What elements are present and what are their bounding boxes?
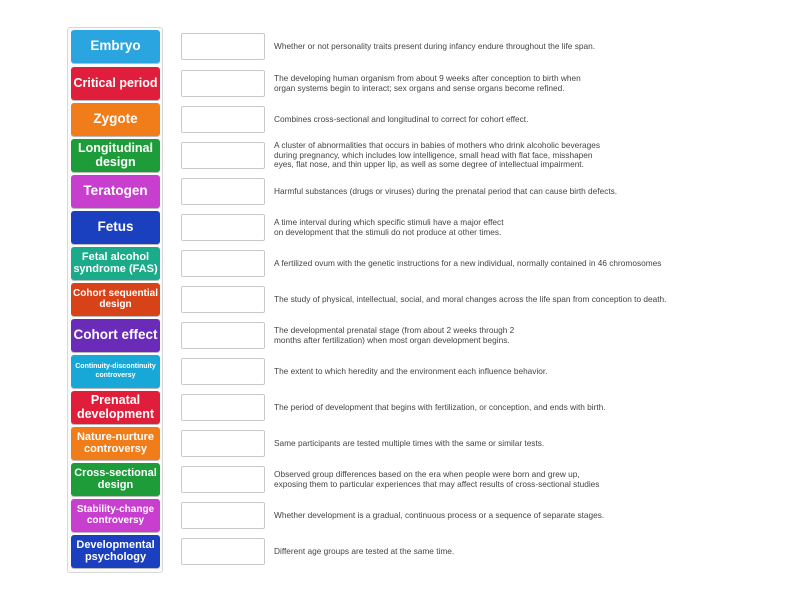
definition-text: Whether or not personality traits present during infancy endure throughout the life span. — [274, 40, 596, 51]
definition-text: Combines cross-sectional and longitudinal to correct for cohort effect. — [274, 113, 529, 124]
term-label: Nature-nurture controversy — [76, 430, 154, 455]
drop-slot[interactable] — [181, 322, 265, 349]
definition-text: A time interval during which specific stimuli have a major effect on development that the stimuli do not produce at other times. — [274, 216, 504, 237]
drop-slot[interactable] — [181, 430, 265, 457]
drop-slot[interactable] — [181, 502, 265, 529]
term-tile[interactable] — [71, 175, 160, 208]
term-label: Continuity-discontinuity controversy — [75, 363, 156, 379]
term-label: Cross-sectional design — [74, 466, 157, 491]
term-label: Fetal alcohol syndrome (FAS) — [73, 250, 158, 275]
term-tile[interactable] — [71, 103, 160, 136]
term-label: Embryo — [90, 38, 141, 54]
term-tile[interactable] — [71, 427, 160, 460]
term-tile[interactable] — [71, 499, 160, 532]
term-tile[interactable] — [71, 463, 160, 496]
definition-text: Different age groups are tested at the same time. — [274, 545, 455, 556]
term-label: Developmental psychology — [76, 538, 155, 563]
term-label: Stability-change controversy — [76, 504, 155, 526]
definition-text: Same participants are tested multiple times with the same or similar tests. — [274, 437, 545, 448]
term-tile[interactable] — [71, 355, 160, 388]
term-label: Cohort effect — [73, 327, 158, 343]
term-tile[interactable] — [71, 319, 160, 352]
drop-slot[interactable] — [181, 33, 265, 60]
term-label: Zygote — [93, 111, 138, 127]
definition-text: Observed group differences based on the era when people were born and grew up, exposing them to particular experiences that may affect results of cross-sectional studies — [274, 468, 600, 489]
drop-slot[interactable] — [181, 178, 265, 205]
term-label: Prenatal development — [76, 393, 155, 421]
definition-text: Harmful substances (drugs or viruses) during the prenatal period that can cause birth defects. — [274, 185, 618, 196]
definition-text: A fertilized ovum with the genetic instructions for a new individual, normally contained in 46 chromosomes — [274, 257, 662, 268]
term-tile[interactable] — [71, 211, 160, 244]
definition-text: The developing human organism from about 9 weeks after conception to birth when organ systems begin to interact; sex organs and sense organs become refined. — [274, 72, 581, 93]
term-label: Longitudinal design — [78, 141, 153, 169]
term-label: Teratogen — [83, 183, 148, 199]
definition-text: A cluster of abnormalities that occurs in babies of mothers who drink alcoholic beverages during pregnancy, which includes low intelligence, small head with flat face, misshapen eyes, flat nose, and thin upper lip, as well as some degree of intellectual impairment. — [274, 140, 601, 170]
drop-slot[interactable] — [181, 70, 265, 97]
drop-slot[interactable] — [181, 358, 265, 385]
term-label: Cohort sequential design — [73, 288, 159, 310]
drop-slot[interactable] — [181, 214, 265, 241]
term-label: Critical period — [73, 75, 158, 90]
definition-text: Whether development is a gradual, continuous process or a sequence of separate stages. — [274, 509, 605, 520]
definition-text: The period of development that begins with fertilization, or conception, and ends with birth. — [274, 401, 606, 412]
drop-slot[interactable] — [181, 250, 265, 277]
term-tile[interactable] — [71, 535, 160, 568]
definition-text: The developmental prenatal stage (from about 2 weeks through 2 months after fertilization) when most organ development begins. — [274, 324, 515, 345]
drop-slot[interactable] — [181, 106, 265, 133]
drop-slot[interactable] — [181, 538, 265, 565]
term-tile[interactable] — [71, 283, 160, 316]
drop-slot[interactable] — [181, 394, 265, 421]
term-tile[interactable] — [71, 391, 160, 424]
term-tile[interactable] — [71, 67, 160, 100]
term-label: Fetus — [97, 219, 134, 235]
drop-slot[interactable] — [181, 466, 265, 493]
drop-slot[interactable] — [181, 286, 265, 313]
term-tile[interactable] — [71, 30, 160, 63]
definition-text: The extent to which heredity and the environment each influence behavior. — [274, 365, 548, 376]
drop-slot[interactable] — [181, 142, 265, 169]
term-tile[interactable] — [71, 247, 160, 280]
definition-text: The study of physical, intellectual, social, and moral changes across the life span from conception to death. — [274, 293, 667, 304]
term-tile[interactable] — [71, 139, 160, 172]
